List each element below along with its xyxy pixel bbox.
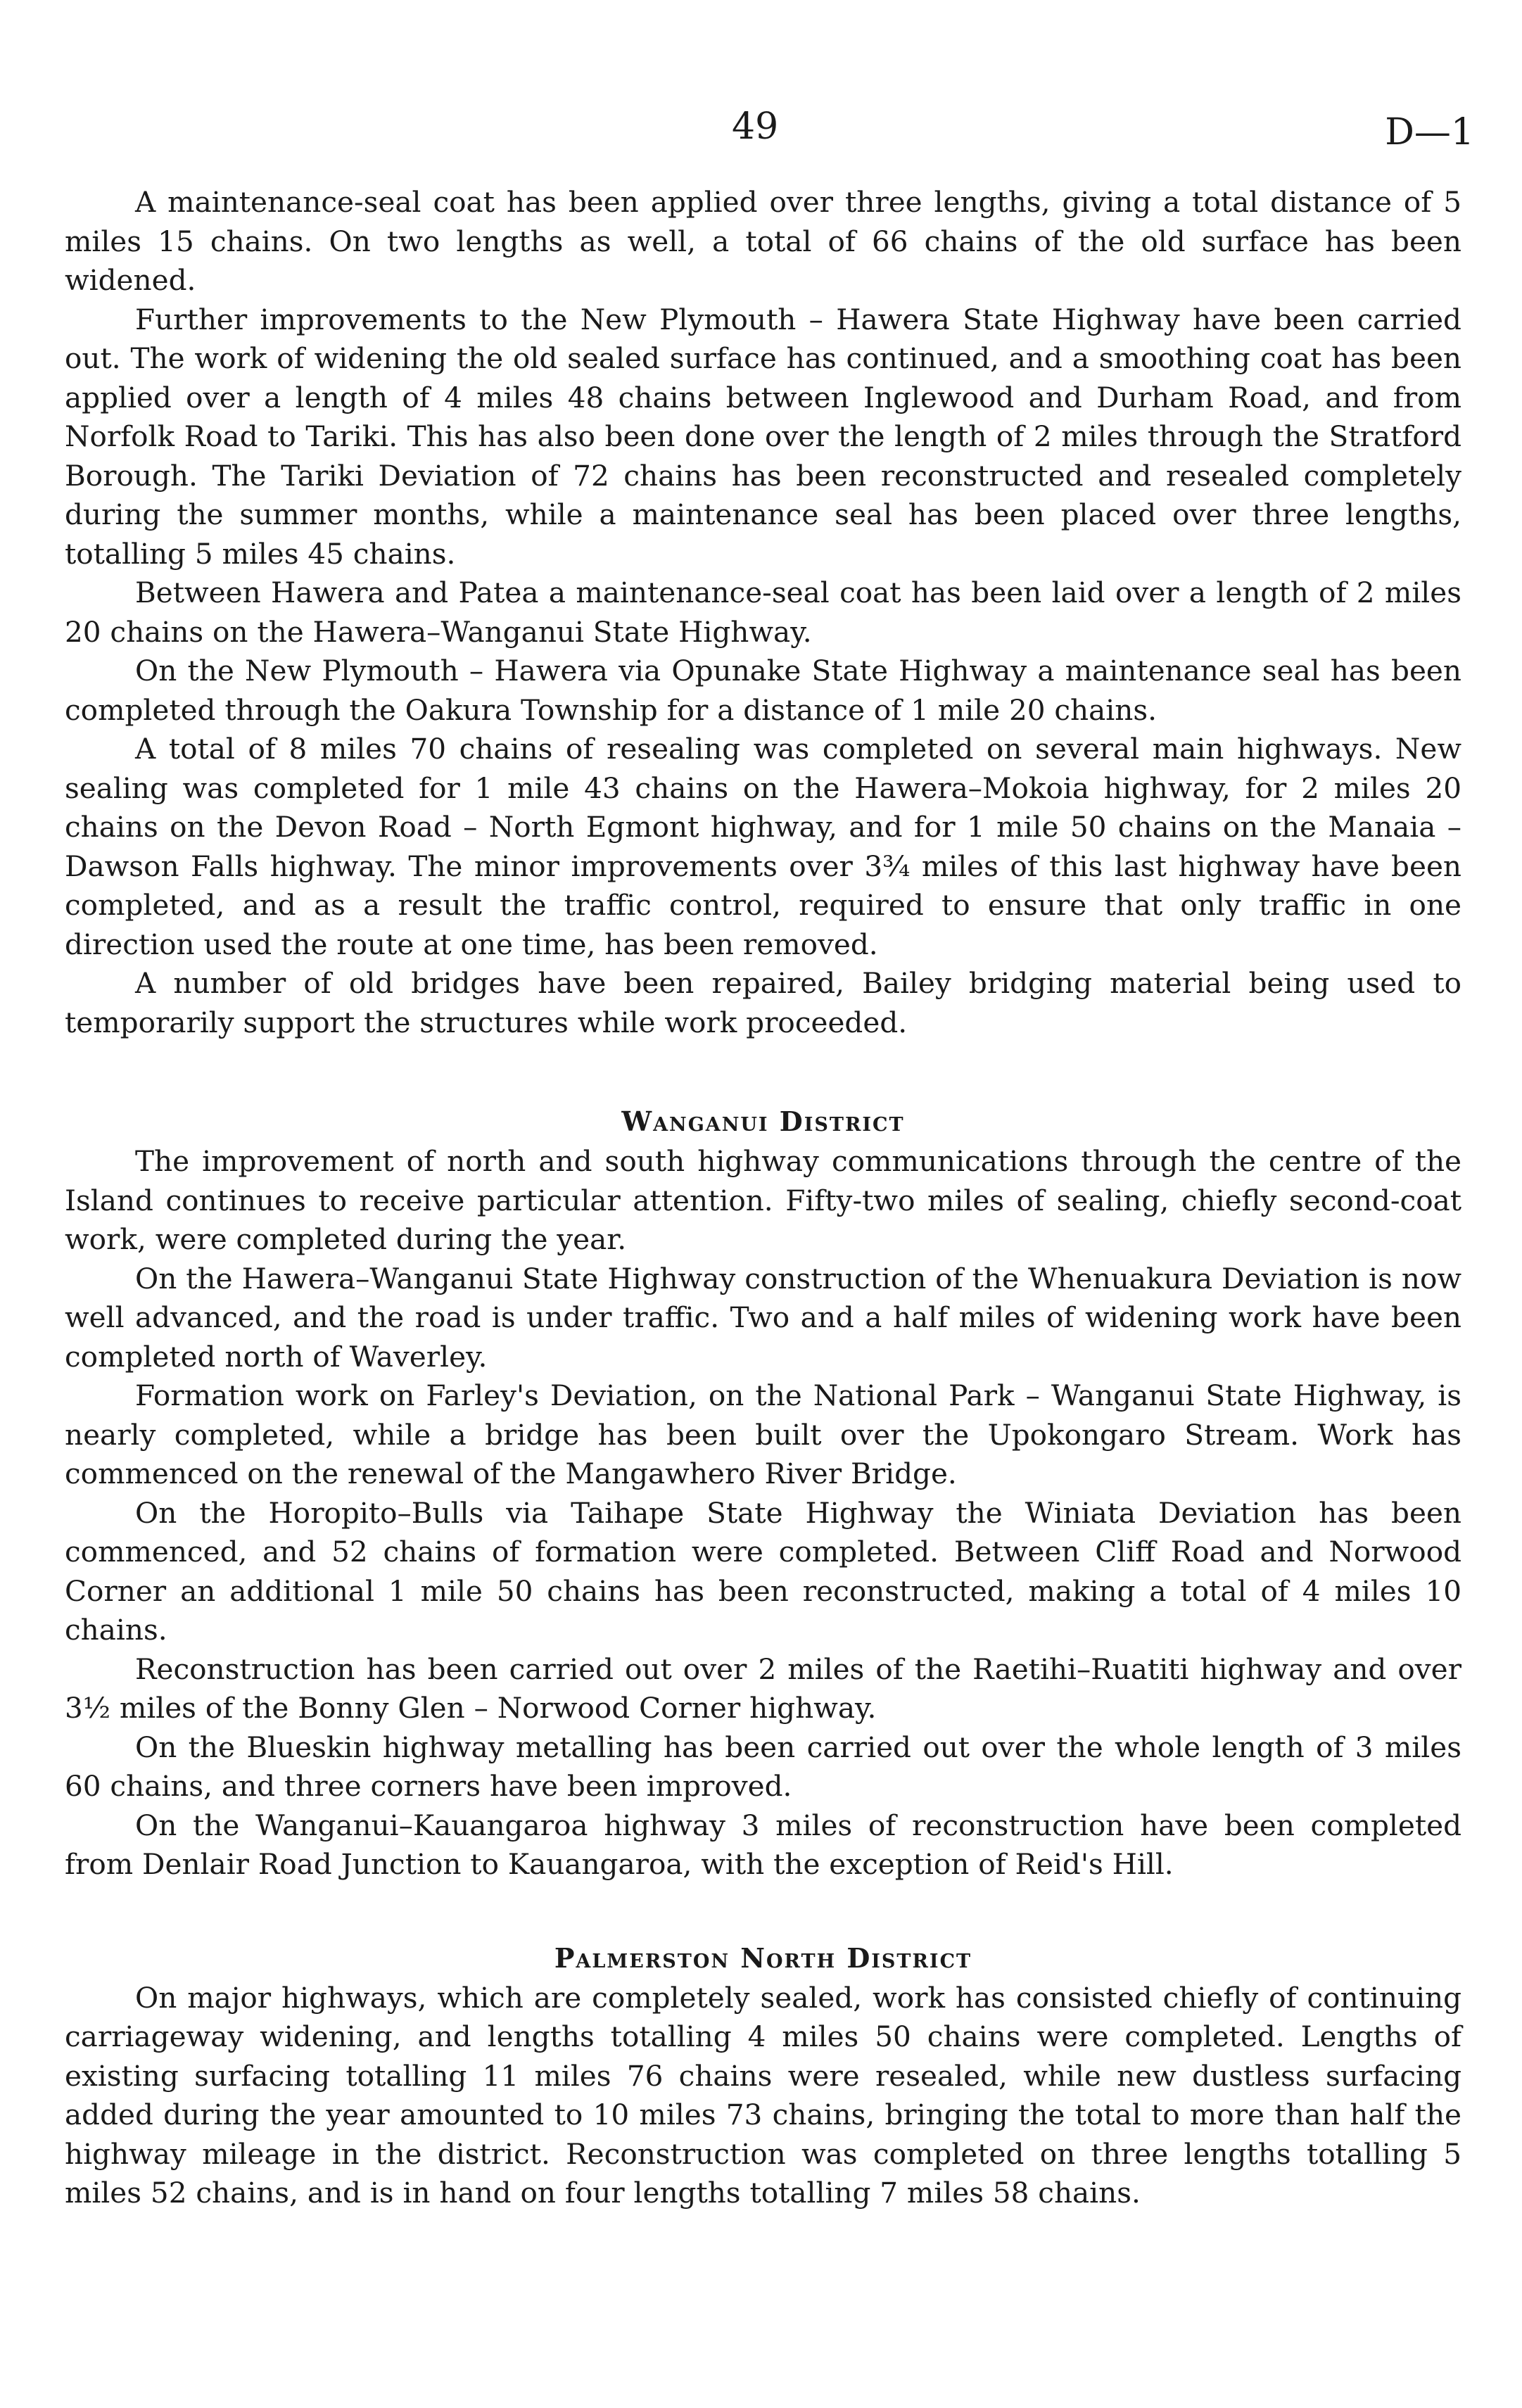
paragraph: A total of 8 miles 70 chains of resealing was completed on several main highways. New sealing was completed for 1 mile 43 chains on the Hawera–Mokoia highway, for 2 miles 20 chains on the Devon Road – North Egmont highway, and for 1 mile 50 chains on the Manaia – Dawson Falls highway. The minor improvements over 3¾ miles of this last highway have been completed, and as a result the traffic control, required to ensure that only traffic in one direction used the route at one time, has been removed. [65, 732, 1461, 961]
page-number: 49 [732, 106, 779, 148]
paragraph: Reconstruction has been carried out over 2 miles of the Raetihi–Ruatiti highway and over 3½ miles of the Bonny Glen – Norwood Corner highway. [65, 1652, 1461, 1725]
paragraph: On the New Plymouth – Hawera via Opunake State Highway a maintenance seal has been completed through the Oakura Township for a distance of 1 mile 20 chains. [65, 654, 1461, 727]
paragraph: A maintenance-seal coat has been applied over three lengths, giving a total distance of 5 miles 15 chains. On two lengths as well, a total of 66 chains of the old surface has been widened. [65, 185, 1461, 297]
paragraph: On major highways, which are completely sealed, work has consisted chiefly of continuing carriageway widening, and lengths totalling 4 miles 50 chains were completed. Lengths of existing surfacing totalling 11 miles 76 chains were resealed, while new dustless surfacing added during the year amounted to 10 miles 73 chains, bringing the total to more than half the highway mileage in the district. Reconstruction was completed on three lengths totalling 5 miles 52 chains, and is in hand on four lengths totalling 7 miles 58 chains. [65, 1980, 1461, 2210]
body-text [65, 183, 1461, 2213]
section-heading-wanganui: Wanganui District [621, 1105, 905, 1137]
paragraph: On the Blueskin highway metalling has been carried out over the whole length of 3 miles 60 chains, and three corners have been improved. [65, 1730, 1461, 1803]
paragraph: Between Hawera and Patea a maintenance-seal coat has been laid over a length of 2 miles 20 chains on the Hawera–Wanganui State Highway. [65, 576, 1461, 649]
paragraph: On the Hawera–Wanganui State Highway construction of the Whenuakura Deviation is now well advanced, and the road is under traffic. Two and a half miles of widening work have been completed north of Waverley. [65, 1261, 1461, 1374]
paragraph: Further improvements to the New Plymouth – Hawera State Highway have been carried out. The work of widening the old sealed surface has continued, and a smoothing coat has been applied over a length of 4 miles 48 chains between Inglewood and Durham Road, and from Norfolk Road to Tariki. This has also been done over the length of 2 miles through the Stratford Borough. The Tariki Deviation of 72 chains has been reconstructed and resealed completely during the summer months, while a maintenance seal has been placed over three lengths, totalling 5 miles 45 chains. [65, 302, 1461, 571]
section-spacer [65, 1042, 1461, 1101]
wanganui-section [65, 1101, 1461, 1884]
taranaki-section [65, 183, 1461, 1042]
paragraph: On the Horopito–Bulls via Taihape State Highway the Winiata Deviation has been commenced, and 52 chains of formation were completed. Between Cliff Road and Norwood Corner an additional 1 mile 50 chains has been reconstructed, making a total of 4 miles 10 chains. [65, 1495, 1461, 1647]
document-reference: D—1 [1385, 111, 1474, 153]
section-spacer [65, 1884, 1461, 1938]
paragraph: Formation work on Farley's Deviation, on the National Park – Wanganui State Highway, is nearly completed, while a bridge has been built over the Upokongaro Stream. Work has commenced on the renewal of the Mangawhero River Bridge. [65, 1379, 1461, 1490]
paragraph: A number of old bridges have been repaired, Bailey bridging material being used to temporarily support the structures while work proceeded. [65, 966, 1461, 1039]
section-heading-palmerston-north: Palmerston North District [554, 1941, 972, 1974]
page-header [0, 106, 1522, 162]
paragraph: The improvement of north and south highway communications through the centre of the Island continues to receive particular attention. Fifty-two miles of sealing, chiefly second-coat work, were completed during the year. [65, 1144, 1461, 1256]
palmerston-north-section [65, 1938, 1461, 2213]
paragraph: On the Wanganui–Kauangaroa highway 3 miles of reconstruction have been completed from Denlair Road Junction to Kauangaroa, with the exception of Reid's Hill. [65, 1808, 1461, 1881]
